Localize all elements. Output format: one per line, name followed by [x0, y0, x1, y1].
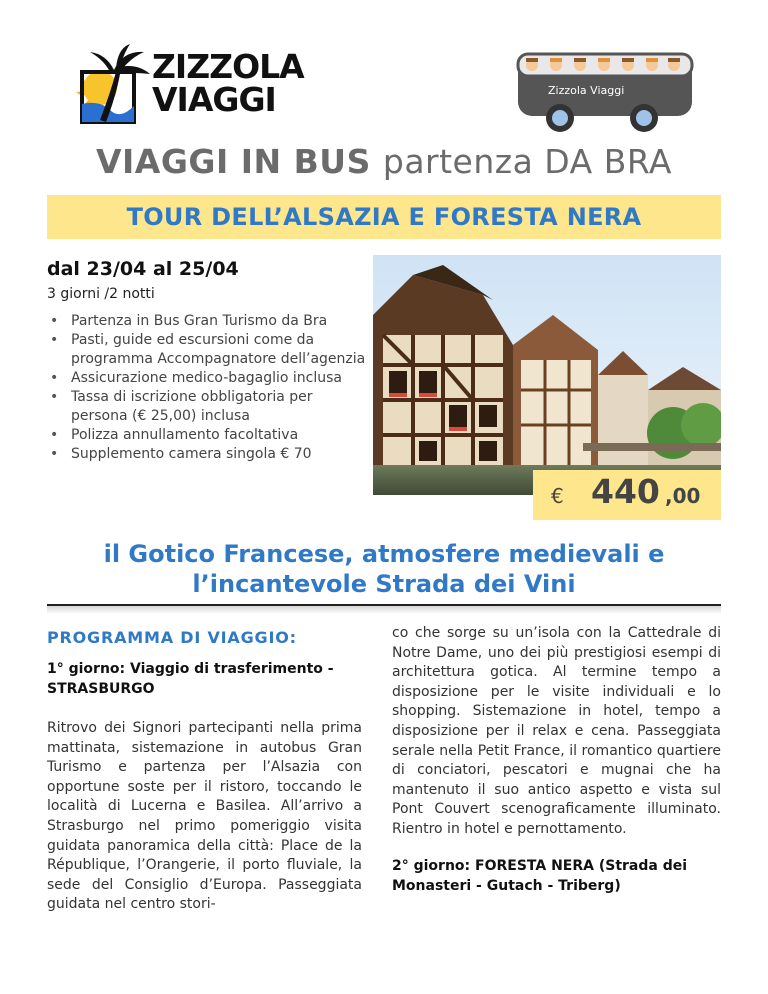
day-2-title: 2° giorno: FORESTA NERA (Strada dei Monasteri - Gutach - Triberg)	[392, 857, 688, 894]
main-title-light: partenza DA BRA	[382, 142, 673, 181]
tour-subtitle: il Gotico Francese, atmosfere medievali e l’incantevole Strada dei Vini	[103, 540, 665, 598]
feature-item: • Partenza in Bus Gran Turismo da Bra	[47, 312, 367, 331]
feature-item: • Polizza annullamento facoltativa	[47, 426, 367, 445]
program-column-right	[392, 624, 721, 896]
price-integer: 440	[591, 472, 660, 511]
tour-banner	[47, 195, 721, 239]
tour-duration: 3 giorni /2 notti	[47, 286, 155, 302]
day-1-title: 1° giorno: Viaggio di trasferimento - STRASBURGO	[47, 661, 334, 697]
palm-sun-logo-icon	[70, 44, 154, 126]
day-1-description: Ritrovo dei Signori partecipanti nella prima mattinata, sistemazione in autobus Gran Turismo e partenza per l’Alsazia con opportune soste per il ristoro, toccando le località di Lucerna e Basilea. All’arrivo a Strasburgo nel primo pomeriggio visita guidata panoramica della città: Place de la République, l’Orangerie, il porto fluviale, la sede del Consiglio d’Europa. Passeggiata guidata nel centro stori-	[47, 720, 362, 913]
feature-item: • Supplemento camera singola € 70	[47, 445, 367, 464]
features-list	[47, 312, 367, 464]
strasbourg-photo	[373, 255, 721, 495]
main-title	[0, 142, 768, 182]
bus-label: Zizzola Viaggi	[548, 84, 625, 97]
tour-dates: dal 23/04 al 25/04	[47, 258, 239, 280]
price-box	[533, 470, 721, 520]
feature-item: • Pasti, guide ed escursioni come da programma Accompagnatore dell’agenzia	[47, 331, 367, 369]
main-title-bold: VIAGGI IN BUS	[95, 142, 371, 181]
zizzola-logo	[70, 42, 304, 128]
day-1-description-continued: co che sorge su un’isola con la Cattedrale di Notre Dame, uno dei più prestigiosi esempi di architettura gotica. Al termine tempo a disposizione per le visite individuali e lo shopping. Sistemazione in hotel, tempo a disposizione per il relax e cena. Passeggiata serale nella Petit France, il romantico quartiere di conciatori, pescatori e mugnai che ha mantenuto il suo antico aspetto e vista sul Pont Couvert scenograficamente illuminato. Rientro in hotel e pernottamento.	[392, 625, 721, 837]
logo-line-2: VIAGGI	[152, 80, 276, 119]
logo-wordmark	[152, 47, 304, 119]
feature-item: • Assicurazione medico-bagaglio inclusa	[47, 369, 367, 388]
feature-item: • Tassa di iscrizione obbligatoria per persona (€ 25,00) inclusa	[47, 388, 367, 426]
program-column-left	[47, 624, 362, 915]
price-decimals: ,00	[665, 484, 701, 508]
half-timbered-houses-illustration	[373, 255, 721, 495]
price-currency: €	[551, 484, 564, 508]
logo-line-1: ZIZZOLA	[152, 47, 304, 86]
section-divider-shadow	[47, 606, 721, 614]
program-heading: PROGRAMMA DI VIAGGIO:	[47, 628, 297, 647]
tour-name: TOUR DELL’ALSAZIA E FORESTA NERA	[126, 203, 642, 231]
